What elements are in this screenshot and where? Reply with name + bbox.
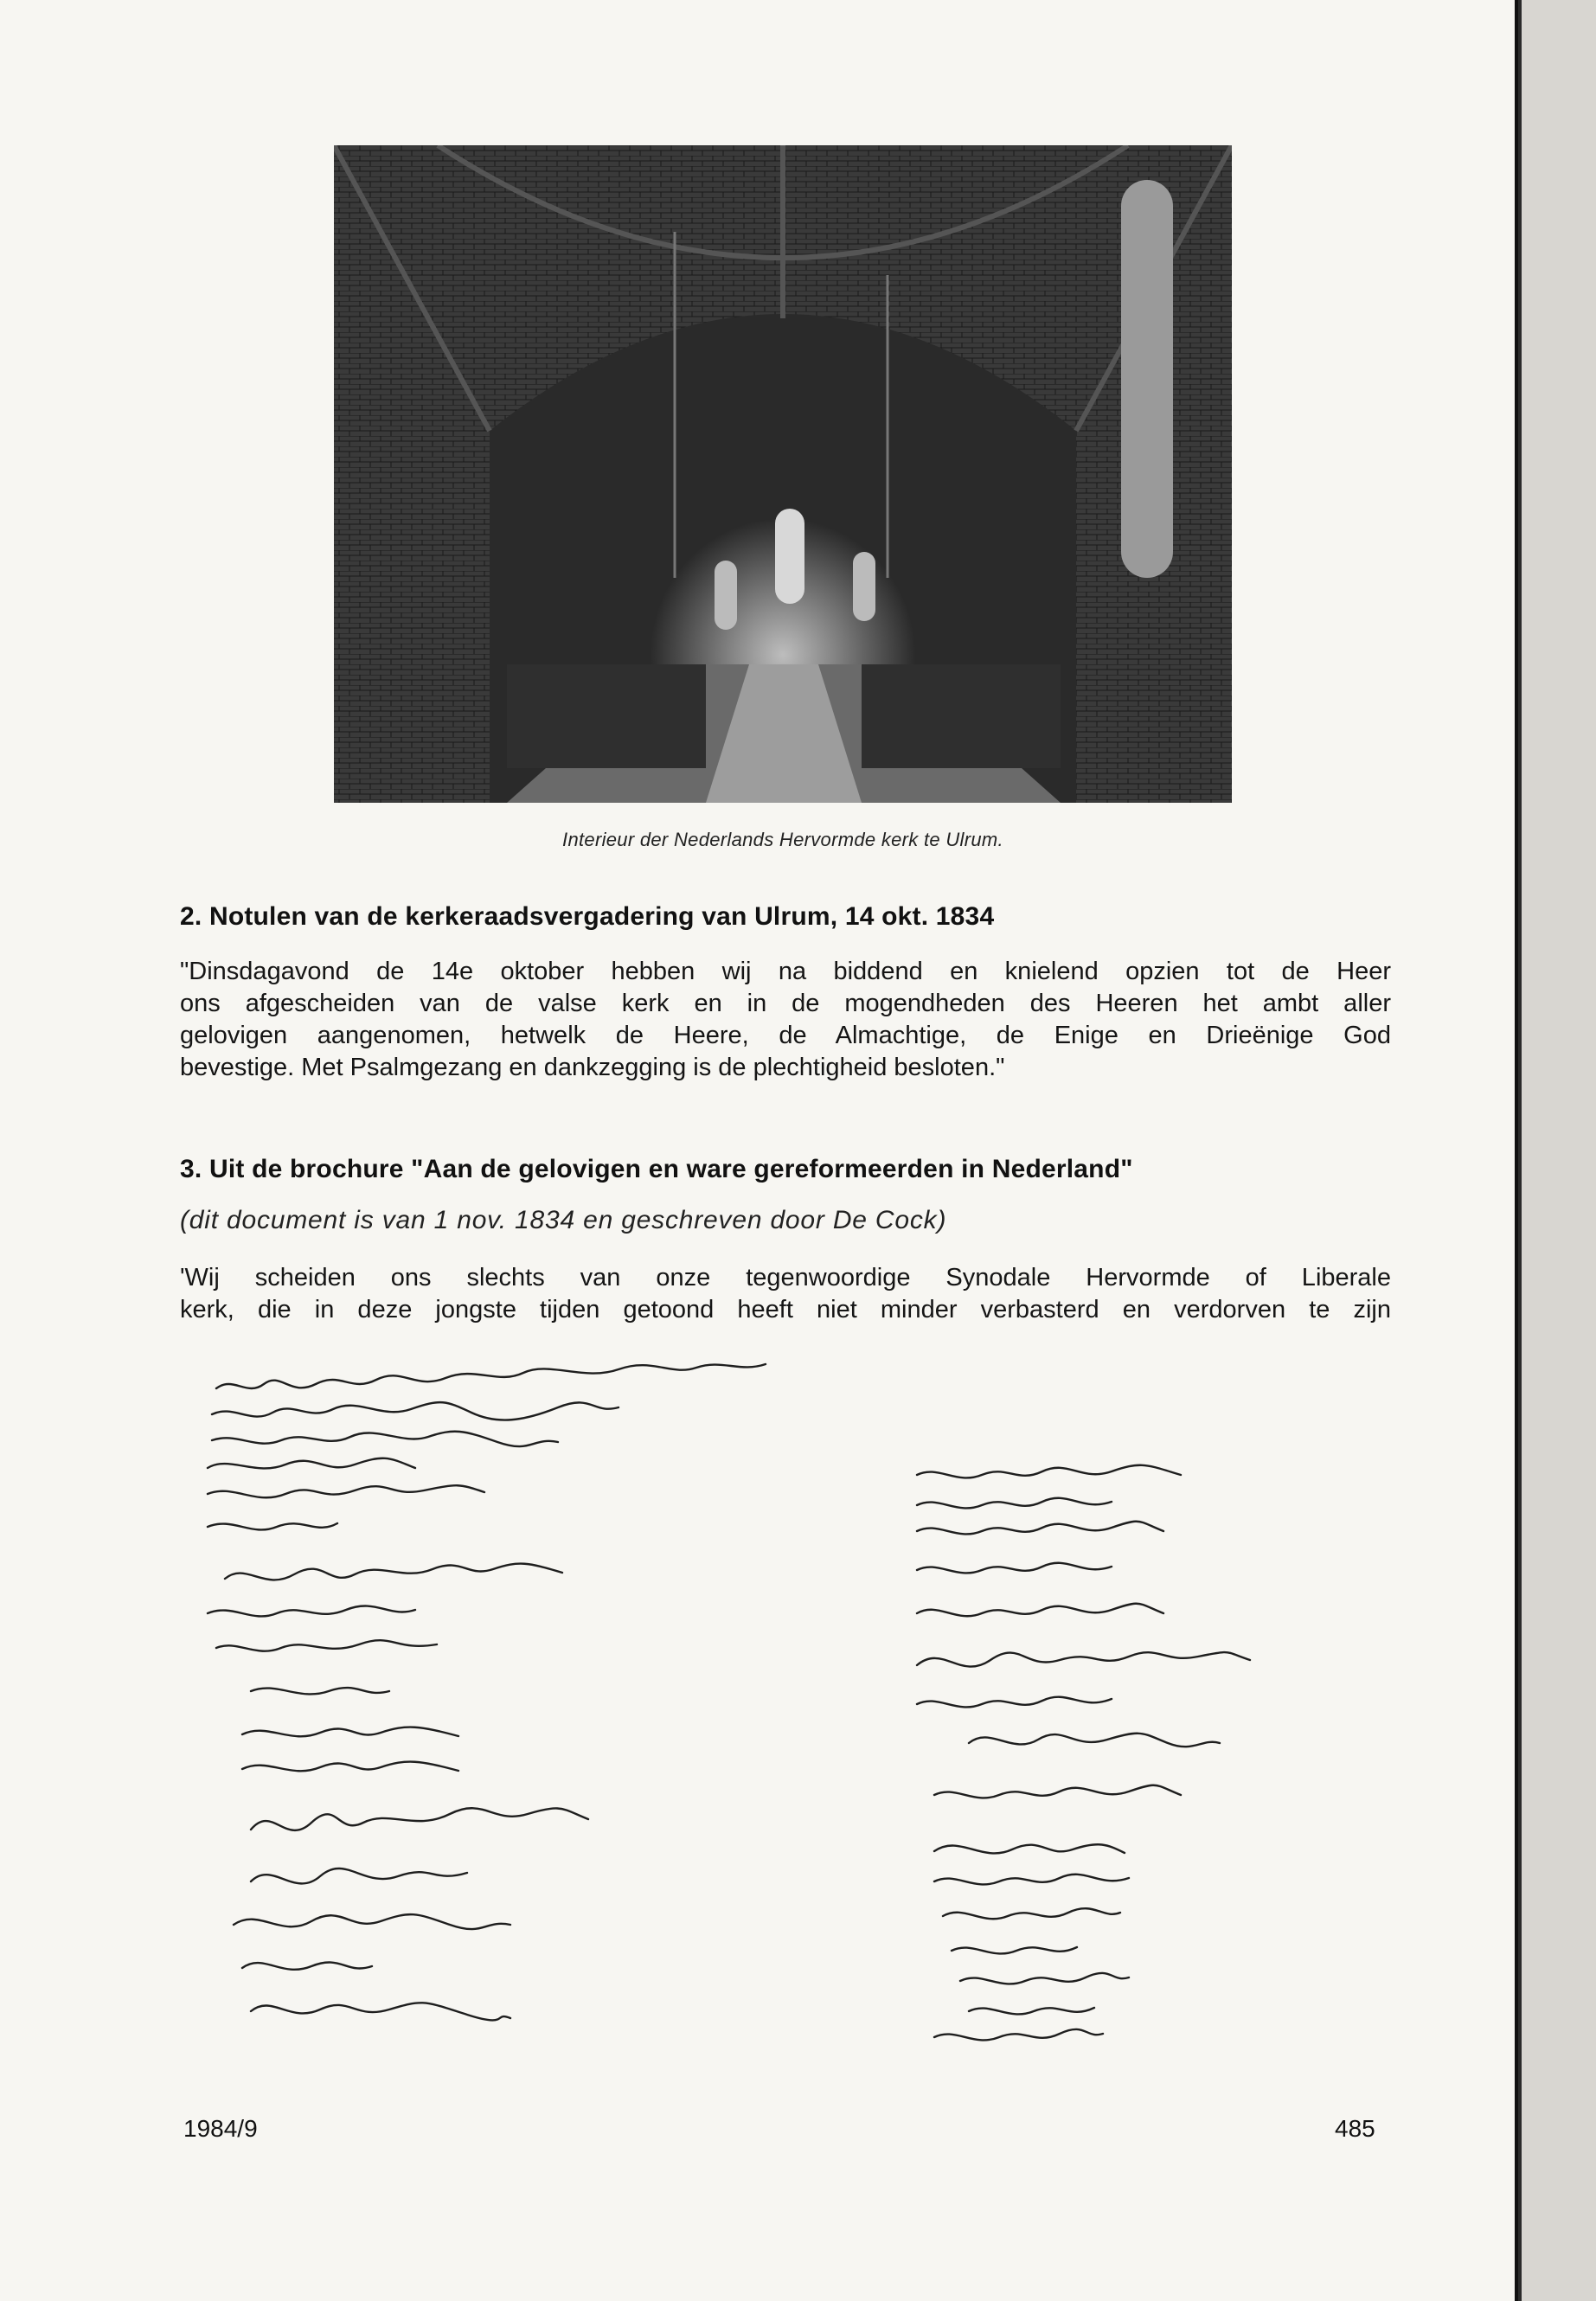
handwritten-signatures-image bbox=[173, 1362, 1298, 2046]
section-3-subheading: (dit document is van 1 nov. 1834 en geschreven door De Cock) bbox=[180, 1206, 947, 1234]
section-3-paragraph bbox=[180, 1262, 1391, 1326]
signatures-scribbles bbox=[173, 1362, 1298, 2046]
section-2-line: ons afgescheiden van de valse kerk en in de mogendheden des Heeren het ambt aller bbox=[180, 990, 1391, 1017]
church-interior-photo bbox=[334, 145, 1232, 803]
section-2-line: gelovigen aangenomen, hetwelk de Heere, de Almachtige, de Enige en Drieënige God bbox=[180, 1022, 1391, 1049]
section-2-line: "Dinsdagavond de 14e oktober hebben wij na biddend en knielend opzien tot de Heer bbox=[180, 958, 1391, 985]
section-3-line: 'Wij scheiden ons slechts van onze tegenwoordige Synodale Hervormde of Liberale bbox=[180, 1264, 1391, 1292]
photo-caption: Interieur der Nederlands Hervormde kerk te Ulrum. bbox=[562, 829, 1003, 850]
issue-number: 1984/9 bbox=[183, 2115, 258, 2142]
section-3-heading: 3. Uit de brochure "Aan de gelovigen en ware gereformeerden in Nederland" bbox=[180, 1155, 1133, 1183]
section-3-line: kerk, die in deze jongste tijden getoond heeft niet minder verbasterd en verdorven te zijn bbox=[180, 1296, 1391, 1324]
scan-edge bbox=[1522, 0, 1596, 2301]
section-2-heading: 2. Notulen van de kerkeraadsvergadering van Ulrum, 14 okt. 1834 bbox=[180, 902, 995, 931]
church-interior-illustration bbox=[334, 145, 1232, 803]
section-2-paragraph bbox=[180, 956, 1391, 1084]
page-number: 485 bbox=[1335, 2115, 1375, 2142]
section-2-line: bevestige. Met Psalmgezang en dankzegging is de plechtigheid besloten." bbox=[180, 1054, 1005, 1081]
